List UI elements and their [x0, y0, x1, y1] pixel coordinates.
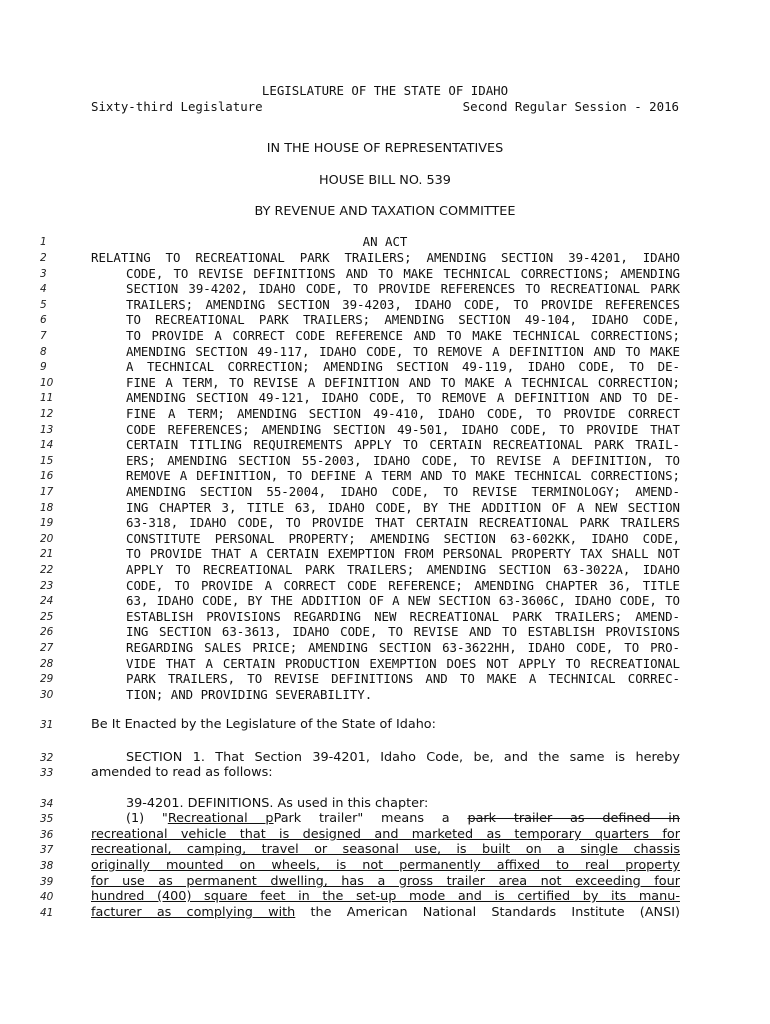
line-number: 16: [40, 470, 54, 482]
line-number: 34: [40, 798, 54, 810]
title-line: TRAILERS; AMENDING SECTION 39-4203, IDAHO CODE, TO PROVIDE REFERENCES: [126, 297, 680, 312]
inserted-line: recreational vehicle that is designed and marketed as temporary quarters for: [91, 827, 680, 842]
title-line: TO PROVIDE THAT A CERTAIN EXEMPTION FROM PERSONAL PROPERTY TAX SHALL NOT: [126, 546, 680, 561]
title-line: AMENDING SECTION 49-121, IDAHO CODE, TO REMOVE A DEFINITION AND TO DE-: [126, 390, 680, 405]
line-number: 36: [40, 829, 54, 841]
title-line: 63-318, IDAHO CODE, TO PROVIDE THAT CERTAIN RECREATIONAL PARK TRAILERS: [126, 515, 680, 530]
act-heading: AN ACT: [362, 234, 408, 249]
line-number: 37: [40, 844, 54, 856]
line-number: 14: [40, 439, 54, 451]
line-number: 40: [40, 891, 54, 903]
line-number: 15: [40, 455, 54, 467]
title-line: AMENDING SECTION 55-2004, IDAHO CODE, TO REVISE TERMINOLOGY; AMEND-: [126, 484, 680, 499]
title-line: CONSTITUTE PERSONAL PROPERTY; AMENDING SECTION 63-602KK, IDAHO CODE,: [126, 531, 680, 546]
line-number: 7: [40, 330, 47, 342]
text-run: (1) ": [126, 811, 168, 826]
enacting-clause: Be It Enacted by the Legislature of the State of Idaho:: [91, 717, 436, 732]
line-number: 6: [40, 314, 47, 326]
bill-number: HOUSE BILL NO. 539: [319, 173, 451, 188]
title-line: ING SECTION 63-3613, IDAHO CODE, TO REVISE AND TO ESTABLISH PROVISIONS: [126, 624, 680, 639]
title-line: AMENDING SECTION 49-117, IDAHO CODE, TO REMOVE A DEFINITION AND TO MAKE: [126, 344, 680, 359]
line-number: 31: [40, 719, 54, 731]
line-number: 21: [40, 548, 54, 560]
inserted-text: Recreational p: [167, 811, 274, 826]
line-number: 17: [40, 486, 54, 498]
line-number: 38: [40, 860, 54, 872]
section-heading: 39-4201. DEFINITIONS. As used in this chapter:: [126, 796, 429, 811]
title-line: TO PROVIDE A CORRECT CODE REFERENCE AND TO MAKE TECHNICAL CORRECTIONS;: [126, 328, 680, 343]
line-number: 1: [40, 236, 47, 248]
inserted-text: facturer as complying with: [91, 905, 296, 920]
title-line: ING CHAPTER 3, TITLE 63, IDAHO CODE, BY THE ADDITION OF A NEW SECTION: [126, 500, 680, 515]
line-number: 11: [40, 392, 54, 404]
line-number: 22: [40, 564, 54, 576]
line-number: 33: [40, 767, 54, 779]
title-line: 63, IDAHO CODE, BY THE ADDITION OF A NEW SECTION 63-3606C, IDAHO CODE, TO: [126, 593, 680, 608]
title-line: PARK TRAILERS, TO REVISE DEFINITIONS AND TO MAKE A TECHNICAL CORREC-: [126, 671, 680, 686]
title-line: REGARDING SALES PRICE; AMENDING SECTION 63-3622HH, IDAHO CODE, TO PRO-: [126, 640, 680, 655]
line-number: 19: [40, 517, 54, 529]
title-line: RELATING TO RECREATIONAL PARK TRAILERS; AMENDING SECTION 39-4201, IDAHO: [91, 250, 680, 265]
inserted-line: originally mounted on wheels, is not permanently affixed to real property: [91, 858, 680, 873]
deleted-text: park trailer as defined in: [467, 811, 680, 826]
line-number: 5: [40, 299, 47, 311]
title-line: A TECHNICAL CORRECTION; AMENDING SECTION 49-119, IDAHO CODE, TO DE-: [126, 359, 680, 374]
title-line: ESTABLISH PROVISIONS REGARDING NEW RECREATIONAL PARK TRAILERS; AMEND-: [126, 609, 680, 624]
line-number: 9: [40, 361, 47, 373]
text-run: the American National Standards Institute (ANSI): [295, 905, 680, 920]
line-number: 26: [40, 626, 54, 638]
title-line: CODE, TO PROVIDE A CORRECT CODE REFERENCE; AMENDING CHAPTER 36, TITLE: [126, 578, 680, 593]
title-line: FINE A TERM; AMENDING SECTION 49-410, IDAHO CODE, TO PROVIDE CORRECT: [126, 406, 680, 421]
title-line: CERTAIN TITLING REQUIREMENTS APPLY TO CERTAIN RECREATIONAL PARK TRAIL-: [126, 437, 680, 452]
inserted-line: recreational, camping, travel or seasonal use, is built on a single chassis: [91, 842, 680, 857]
definition-line: [126, 811, 680, 827]
line-number: 8: [40, 346, 47, 358]
title-line: REMOVE A DEFINITION, TO DEFINE A TERM AND TO MAKE TECHNICAL CORRECTIONS;: [126, 468, 680, 483]
line-number: 18: [40, 502, 54, 514]
line-number: 35: [40, 813, 54, 825]
legislature-heading: LEGISLATURE OF THE STATE OF IDAHO: [261, 83, 509, 98]
line-number: 2: [40, 252, 47, 264]
title-line: ERS; AMENDING SECTION 55-2003, IDAHO CODE, TO REVISE A DEFINITION, TO: [126, 453, 680, 468]
title-line: VIDE THAT A CERTAIN PRODUCTION EXEMPTION DOES NOT APPLY TO RECREATIONAL: [126, 656, 680, 671]
inserted-line: hundred (400) square feet in the set-up mode and is certified by its manu-: [91, 889, 680, 904]
line-number: 12: [40, 408, 54, 420]
line-number: 28: [40, 658, 54, 670]
chamber-heading: IN THE HOUSE OF REPRESENTATIVES: [266, 141, 504, 156]
line-number: 4: [40, 283, 47, 295]
title-line: TO RECREATIONAL PARK TRAILERS; AMENDING SECTION 49-104, IDAHO CODE,: [126, 312, 680, 327]
line-number: 41: [40, 907, 54, 919]
inserted-line: for use as permanent dwelling, has a gross trailer area not exceeding four: [91, 874, 680, 889]
title-line: CODE, TO REVISE DEFINITIONS AND TO MAKE TECHNICAL CORRECTIONS; AMENDING: [126, 266, 680, 281]
body-line: SECTION 1. That Section 39-4201, Idaho Code, be, and the same is hereby: [126, 750, 680, 765]
session-label: Second Regular Session - 2016: [462, 99, 679, 114]
body-line: [91, 905, 680, 921]
legislature-number: Sixty-third Legislature: [91, 99, 263, 114]
line-number: 13: [40, 424, 54, 436]
text-run: Park trailer" means a: [273, 811, 468, 826]
line-number: 23: [40, 580, 54, 592]
line-number: 24: [40, 595, 54, 607]
line-number: 32: [40, 752, 54, 764]
title-line: APPLY TO RECREATIONAL PARK TRAILERS; AMENDING SECTION 63-3022A, IDAHO: [126, 562, 680, 577]
line-number: 30: [40, 689, 54, 701]
title-line: CODE REFERENCES; AMENDING SECTION 49-501, IDAHO CODE, TO PROVIDE THAT: [126, 422, 680, 437]
title-line: TION; AND PROVIDING SEVERABILITY.: [126, 687, 373, 702]
line-number: 3: [40, 268, 47, 280]
body-line: amended to read as follows:: [91, 765, 273, 780]
line-number: 29: [40, 673, 54, 685]
sponsor-line: BY REVENUE AND TAXATION COMMITTEE: [254, 204, 516, 219]
line-number: 27: [40, 642, 54, 654]
line-number: 39: [40, 876, 54, 888]
line-number: 20: [40, 533, 54, 545]
title-line: SECTION 39-4202, IDAHO CODE, TO PROVIDE REFERENCES TO RECREATIONAL PARK: [126, 281, 680, 296]
title-line: FINE A TERM, TO REVISE A DEFINITION AND TO MAKE A TECHNICAL CORRECTION;: [126, 375, 680, 390]
line-number: 25: [40, 611, 54, 623]
line-number: 10: [40, 377, 54, 389]
